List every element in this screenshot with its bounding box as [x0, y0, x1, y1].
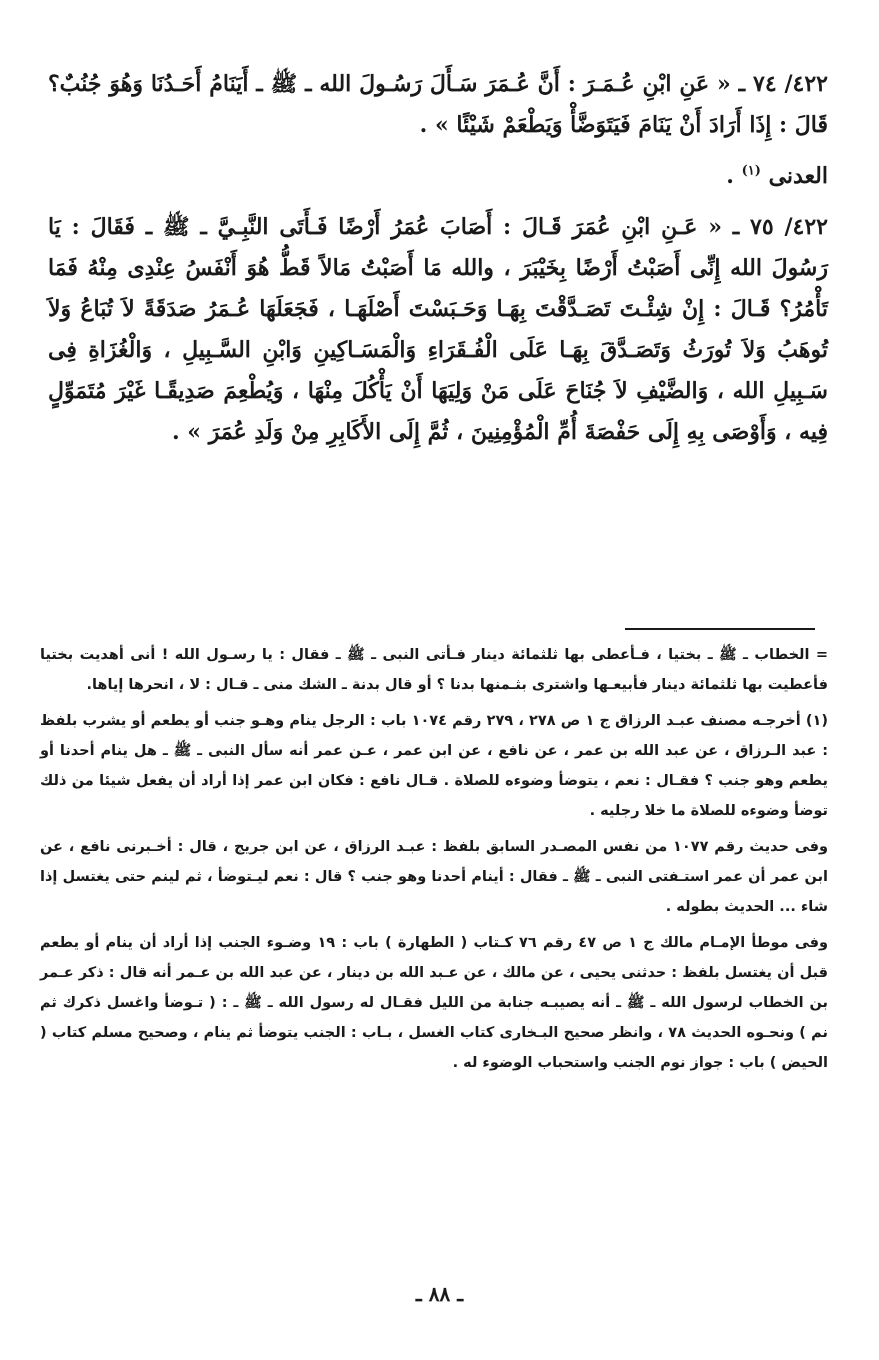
- hadith-74: ٤٢٢/ ٧٤ ـ « عَنِ ابْنِ عُـمَـرَ : أَنَّ عُـمَرَ سَـأَلَ رَسُـولَ الله ـ ﷺ ـ أَيَنَامُ أَحَـدُنَا وَهُوَ جُنُبٌ؟ قَالَ : إِذَا أَرَادَ أَنْ يَنَامَ فَيَتَوَضَّأْ وَيَطْعَمْ شَيْئًا » .: [48, 71, 828, 138]
- hadith-75: ٤٢٢/ ٧٥ ـ « عَـنِ ابْنِ عُمَرَ قَـالَ : أَصَابَ عُمَرُ أَرْضًا فَـأَتَى النَّبِـيَّ ـ ﷺ ـ فَقَالَ : يَا رَسُولَ الله إِنِّى أَصَبْتُ أَرْضًا بِخَيْبَرَ ، والله مَا أَصَبْتُ مَالاً قَطُّ هُوَ أَنْفَسُ عِنْدِى مِنْهُ فَمَا تَأْمُرُ؟ قَـالَ : إِنْ شِئْـتَ تَصَـدَّقْتَ بِهَـا وَحَـبَسْتَ أَصْلَهَـا ، فَجَعَلَهَا عُـمَرُ صَدَقَةً لاَ تُبَاعُ وَلاَ تُوهَبُ وَلاَ تُورَثُ وَتَصَـدَّقَ بِهَـا عَلَى الْفُـقَرَاءِ وَالْمَسَـاكِينِ وَابْنِ السَّـبِيلِ ، وَالْغُزَاةِ فِى سَـبِيلِ الله ، وَالضَّيْفِ لاَ جُنَاحَ عَلَى مَنْ وَلِيَهَا أَنْ يَأْكُلَ مِنْهَا ، وَيُطْعِمَ صَدِيقًـا غَيْرَ مُتَمَوِّلٍ فِيه ، وَأَوْصَى بِهِ إِلَى حَفْصَةَ أُمِّ الْمُؤْمِنِينَ ، ثُمَّ إِلَى الأَكَابِرِ مِنْ وَلَدِ عُمَرَ » .: [48, 214, 828, 445]
- footnote-1-c: وفى موطأ الإمـام مالك ج ١ ص ٤٧ رقم ٧٦ كـتاب ( الطهارة ) باب : ١٩ وضـوء الجنب إذا أراد أن ينام أو يطعم قبل أن يغتسل بلفظ : حدثنى يحيى ، عن مالك ، عن عـبد الله بن دينار ، عن عبد الله بن عـمر أنه قال : ذكر عـمر بن الخطاب لرسول الله ـ ﷺ ـ أنه يصيبـه جنابة من الليل فقـال له رسول الله ـ ﷺ ـ : ( تـوضأ واغسل ذكرك ثم نم ) ونحـوه الحديث ٧٨ ، وانظر صحيح البـخارى كتاب الغسل ، بـاب : الجنب يتوضأ ثم ينام ، وصحيح مسلم كتاب ( الحيض ) باب : جواز نوم الجنب واستحباب الوضوء له .: [40, 935, 829, 1071]
- footnote-continued: = الخطاب ـ ﷺ ـ بختيا ، فـأعطى بها ثلثمائة دينار فـأتى النبى ـ ﷺ ـ فقال : يا رسـول الله ! أنى أهديت بختيا فأعطيت بها ثلثمائة دينار فأبيعـها واشترى بثـمنها بدنا ؟ أو قال بدنة ـ الشك منى ـ قـال : لا ، انحرها إياها.: [40, 647, 828, 693]
- page-number: ـ ٨٨ ـ: [415, 1282, 464, 1306]
- source-end: .: [726, 163, 734, 189]
- footnote-ref: (١): [741, 163, 761, 179]
- footnotes: [40, 640, 828, 1078]
- footnote-1-a: (١) أخرجـه مصنف عبـد الرزاق ج ١ ص ٢٧٨ ، ٢٧٩ رقم ١٠٧٤ باب : الرجل ينام وهـو جنب أو يطعم أو يشرب بلفظ : عبد الـرزاق ، عن عبد الله بن عمر ، عن نافع ، عن ابن عمر ، عـن عمر أنه سأل النبى ـ ﷺ ـ هل ينام أحدنا أو يطعم وهو جنب ؟ فقـال : نعم ، يتوضأ وضوءه للصلاة . قـال نافع : فكان ابن عمر إذا أراد أن يفعل شيئا من ذلك توضأ وضوءه للصلاة ما خلا رجليه .: [40, 713, 828, 819]
- source-name: العدنى: [768, 163, 828, 189]
- main-text: [48, 64, 828, 453]
- source-note: [48, 156, 828, 197]
- footnote-1-b: وفى حديث رقم ١٠٧٧ من نفس المصـدر السابق بلفظ : عبـد الرزاق ، عن ابن جريج ، قال : أخـبرنى نافع ، عن ابن عمر أن عمر استـفتى النبى ـ ﷺ ـ فقال : أينام أحدنا وهو جنب ؟ قال : نعم ليـتوضأ ، ثم لينم حتى يغتسل إذا شاء ... الحديث بطوله .: [40, 839, 829, 915]
- footnote-divider: [625, 628, 815, 630]
